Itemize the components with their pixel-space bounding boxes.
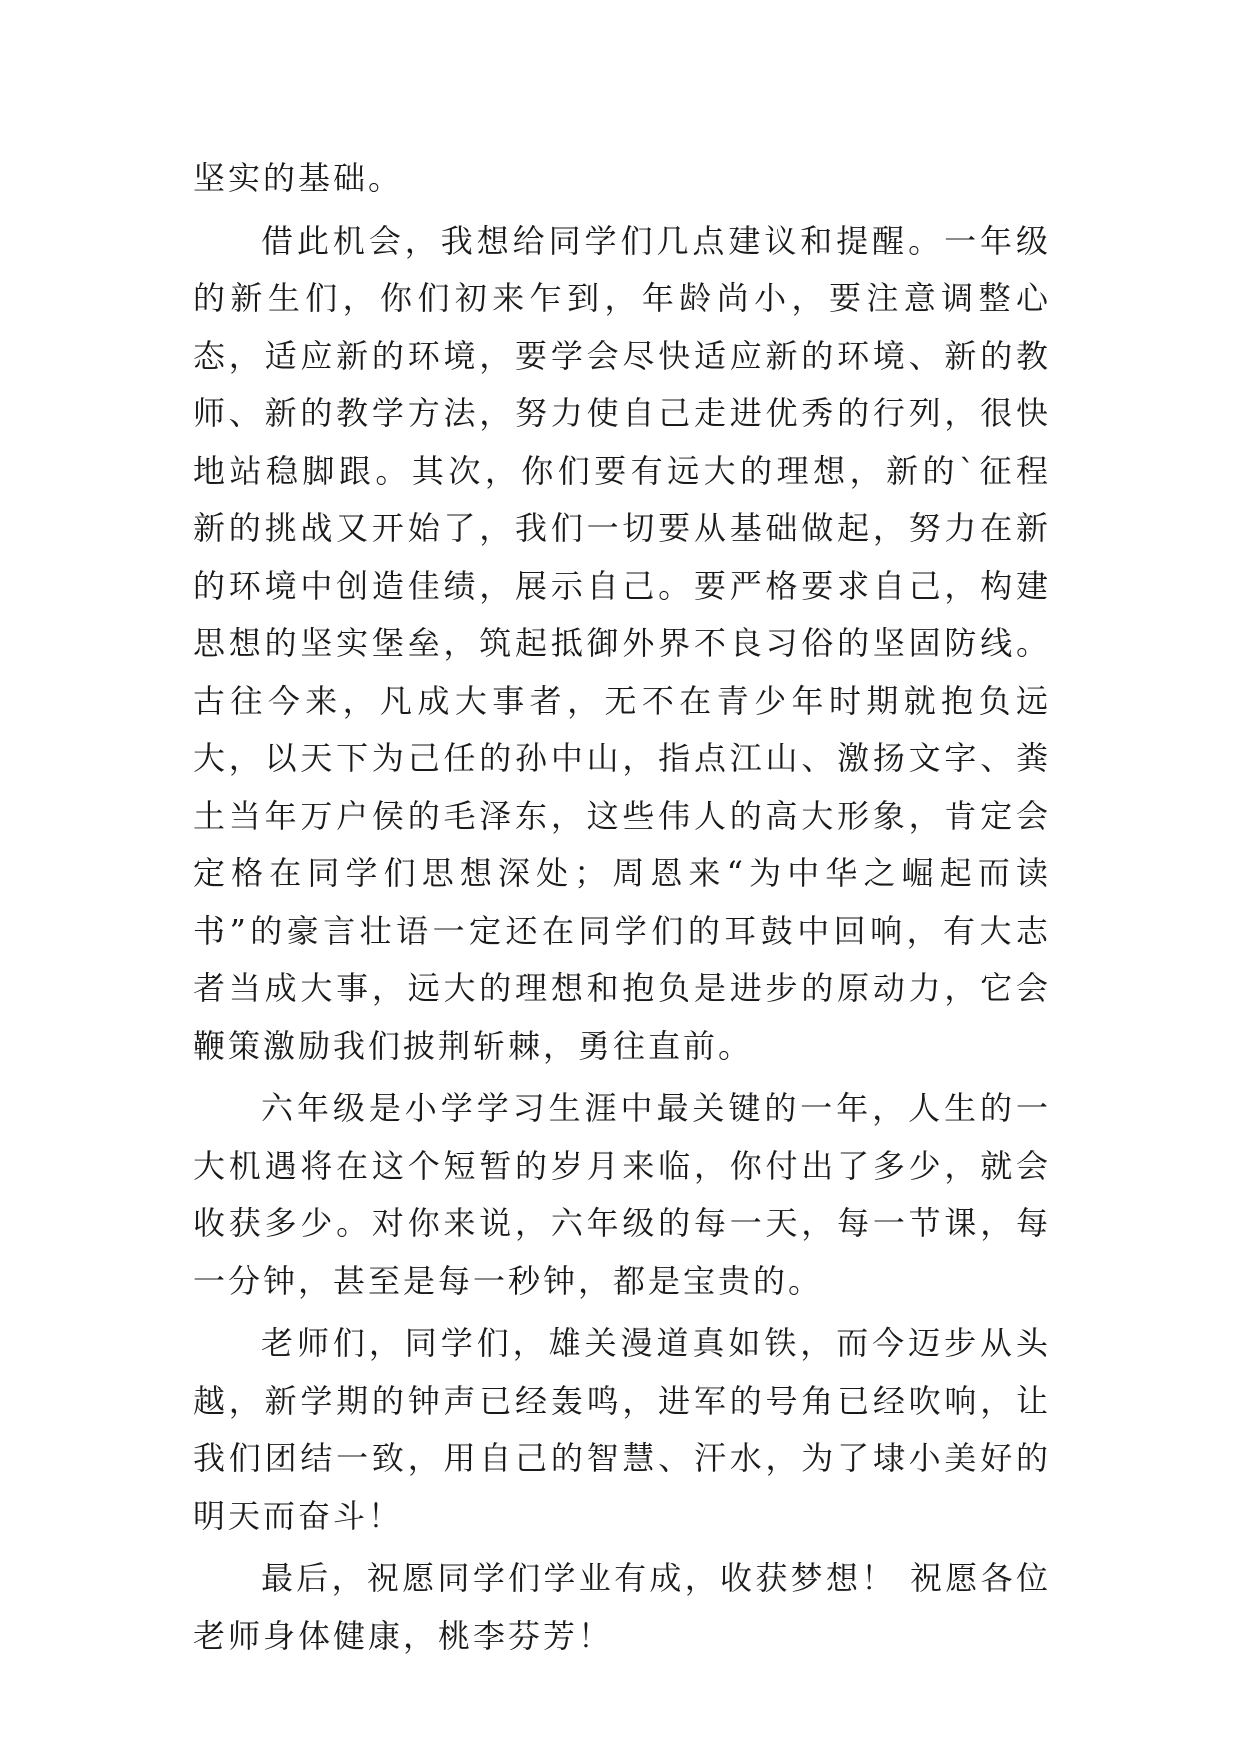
paragraph-continuation: 坚实的基础。 bbox=[193, 159, 404, 197]
document-body bbox=[193, 150, 1051, 1665]
paragraph-suggestions: 借此机会，我想给同学们几点建议和提醒。一年级的新生们，你们初来乍到，年龄尚小，要注意调整心态，适应新的环境，要学会尽快适应新的环境、新的教师、新的教学方法，努力使自己走进优秀的行列，很快地站稳脚跟。其次，你们要有远大的理想，新的`征程新的挑战又开始了，我们一切要从基础做起，努力在新的环境中创造佳绩，展示自己。要严格要求自己，构建思想的坚实堡垒，筑起抵御外界不良习俗的坚固防线。古往今来，凡成大事者，无不在青少年时期就抱负远大，以天下为己任的孙中山，指点江山、激扬文字、粪土当年万户侯的毛泽东，这些伟人的高大形象，肯定会定格在同学们思想深处；周恩来“为中华之崛起而读书”的豪言壮语一定还在同学们的耳鼓中回响，有大志者当成大事，远大的理想和抱负是进步的原动力，它会鞭策激励我们披荆斩棘，勇往直前。 bbox=[193, 221, 1051, 1065]
paragraph-closing-wishes: 最后，祝愿同学们学业有成，收获梦想！ 祝愿各位老师身体健康，桃李芬芳！ bbox=[193, 1559, 1051, 1655]
paragraph-sixth-grade: 六年级是小学学习生涯中最关键的一年，人生的一大机遇将在这个短暂的岁月来临，你付出了多少，就会收获多少。对你来说，六年级的每一天，每一节课，每一分钟，甚至是每一秒钟，都是宝贵的。 bbox=[193, 1089, 1051, 1300]
paragraph-call-to-action: 老师们，同学们，雄关漫道真如铁，而今迈步从头越，新学期的钟声已经轰鸣，进军的号角已经吹响，让我们团结一致，用自己的智慧、汗水，为了埭小美好的明天而奋斗！ bbox=[193, 1324, 1051, 1535]
